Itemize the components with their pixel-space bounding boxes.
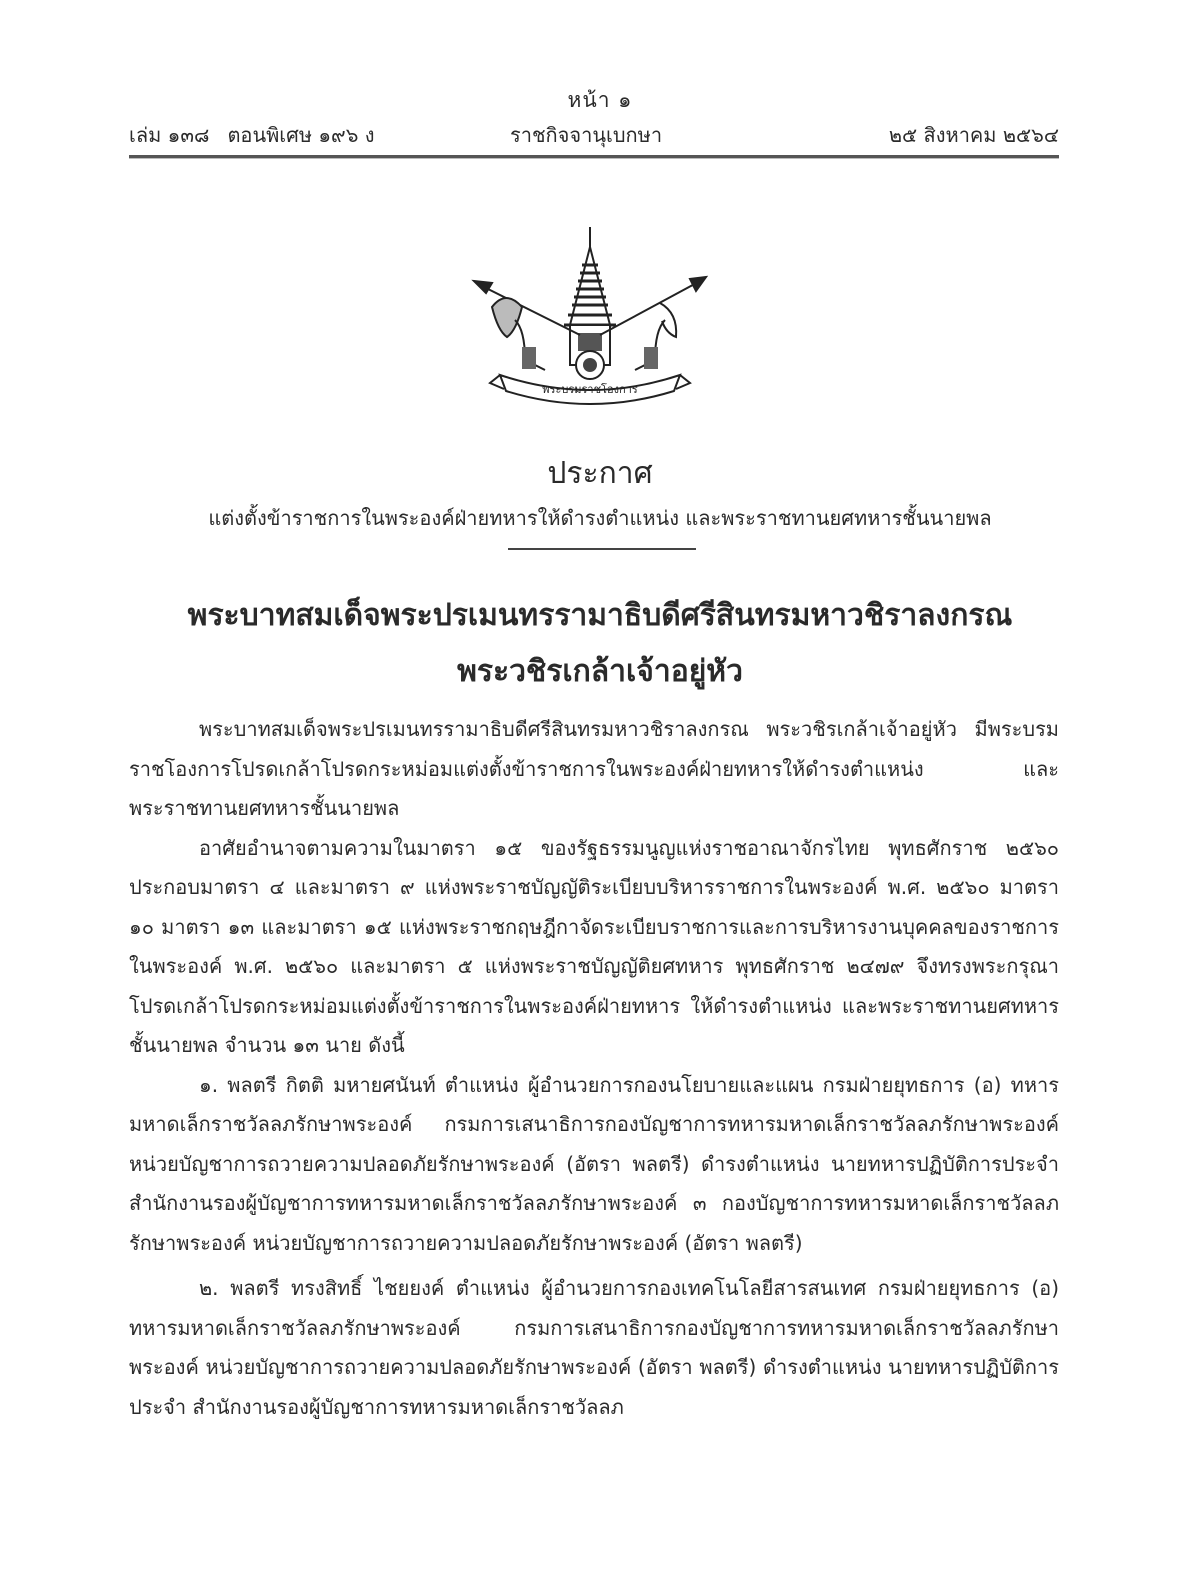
issue: ตอนพิเศษ ๑๙๖ ง [227,123,375,147]
emblem-ribbon-text: พระบรมราชโองการ [542,383,638,396]
volume: เล่ม ๑๓๘ [129,123,210,147]
paragraph-appointment-1: ๑. พลตรี กิตติ มหายศนันท์ ตำแหน่ง ผู้อำนวยการกองนโยบายและแผน กรมฝ่ายยุทธการ (อ) ทหารมหาดเล็กราชวัลลภรักษาพระองค์ กรมการเสนาธิการกองบัญชาการทหารมหาดเล็กราชวัลลภรักษาพระองค์ หน่วยบัญชาการถวายความปลอดภัยรักษาพระองค์ (อัตรา พลตรี) ดำรงตำแหน่ง นายทหารปฏิบัติการประจำ สำนักงานรองผู้บัญชาการทหารมหาดเล็กราชวัลลภรักษาพระองค์ ๓ กองบัญชาการทหารมหาดเล็กราชวัลลภรักษาพระองค์ หน่วยบัญชาการถวายความปลอดภัยรักษาพระองค์ (อัตรา พลตรี) [129,1072,1059,1255]
volume-issue [129,119,375,151]
header-rule [129,155,1059,158]
king-name-line-1: พระบาทสมเด็จพระปรเมนทรรามาธิบดีศรีสินทรมหาวชิราลงกรณ [187,598,1013,633]
paragraph-appointment-2: ๒. พลตรี ทรงสิทธิ์ ไชยยงค์ ตำแหน่ง ผู้อำนวยการกองเทคโนโลยีสารสนเทศ กรมฝ่ายยุทธการ (อ) ทหารมหาดเล็กราชวัลลภรักษาพระองค์ กรมการเสนาธิการกองบัญชาการทหารมหาดเล็กราชวัลลภรักษาพระองค์ หน่วยบัญชาการถวายความปลอดภัยรักษาพระองค์ (อัตรา พลตรี) ดำรงตำแหน่ง นายทหารปฏิบัติการประจำ สำนักงานรองผู้บัญชาการทหารมหาดเล็กราชวัลลภ [129,1276,1059,1419]
paragraph-legal-basis: อาศัยอำนาจตามความในมาตรา ๑๕ ของรัฐธรรมนูญแห่งราชอาณาจักรไทย พุทธศักราช ๒๕๖๐ ประกอบมาตรา ๔ และมาตรา ๙ แห่งพระราชบัญญัติระเบียบบริหารราชการในพระองค์ พ.ศ. ๒๕๖๐ มาตรา ๑๐ มาตรา ๑๓ และมาตรา ๑๕ แห่งพระราชกฤษฎีกาจัดระเบียบราชการและการบริหารงานบุคคลของราชการในพระองค์ พ.ศ. ๒๕๖๐ และมาตรา ๕ แห่งพระราชบัญญัติยศทหาร พุทธศักราช ๒๔๗๙ จึงทรงพระกรุณาโปรดเกล้าโปรดกระหม่อมแต่งตั้งข้าราชการในพระองค์ฝ่ายทหาร ให้ดำรงตำแหน่ง และพระราชทานยศทหารชั้นนายพล จำนวน ๑๓ นาย ดังนี้ [129,835,1059,1057]
title-separator [508,548,696,550]
document-body [129,710,1059,1427]
document-subtitle: แต่งตั้งข้าราชการในพระองค์ฝ่ายทหารให้ดำรงตำแหน่ง และพระราชทานยศทหารชั้นนายพล [208,506,992,530]
king-name-line-2: พระวชิรเกล้าเจ้าอยู่หัว [457,654,743,689]
publication-date: ๒๕ สิงหาคม ๒๕๖๔ [888,123,1059,147]
royal-emblem-icon [470,225,710,405]
gazette-header [129,120,1059,150]
page-number: หน้า ๑ [567,88,633,112]
publication-name: ราชกิจจานุเบกษา [510,123,663,147]
document-title: ประกาศ [547,456,653,491]
paragraph-preamble: พระบาทสมเด็จพระปรเมนทรรามาธิบดีศรีสินทรมหาวชิราลงกรณ พระวชิรเกล้าเจ้าอยู่หัว มีพระบรมราชโองการโปรดเกล้าโปรดกระหม่อมแต่งตั้งข้าราชการในพระองค์ฝ่ายทหารให้ดำรงตำแหน่ง และพระราชทานยศทหารชั้นนายพล [129,717,1059,820]
